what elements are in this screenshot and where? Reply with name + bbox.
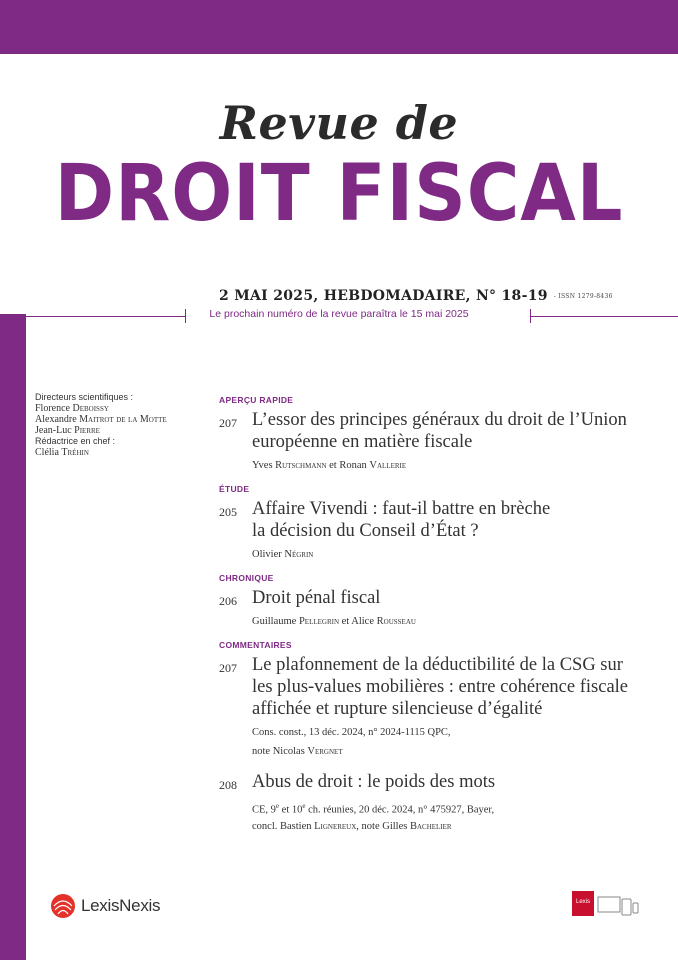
page-number: 208 [219, 778, 237, 792]
publisher-name: LexisNexis [81, 896, 161, 915]
toc-entry[interactable] [219, 771, 659, 835]
director-name: Alexandre Maitrot de la Motte [35, 414, 167, 425]
publisher-logo [50, 893, 160, 919]
lexis-badge: Lexis [572, 891, 594, 916]
table-of-contents [219, 395, 659, 835]
next-issue-notice: Le prochain numéro de la revue paraîtra le 15 mai 2025 [209, 308, 469, 320]
director-name: Florence Deboissy [35, 403, 109, 414]
toc-entry[interactable] [219, 498, 659, 563]
masthead-title: DROIT FISCAL [54, 149, 624, 239]
director-name: Jean-Luc Pierre [35, 425, 100, 436]
issue-date: 2 MAI 2025, HEBDOMADAIRE, N° 18-19 [219, 288, 548, 304]
article-title: Le plafonnement de la déductibilité de la CSG sur les plus-values mobilières : entre cohérence fiscale affichée et rupture silencieuse d’égalité [252, 655, 629, 719]
chief-editor-name: Clélia Tréhin [35, 447, 89, 458]
page-number: 207 [219, 661, 237, 675]
section-heading-etude: ÉTUDE [219, 484, 250, 494]
article-authors: Guillaume Pellegrin et Alice Rousseau [252, 616, 416, 627]
toc-entry[interactable] [219, 587, 659, 630]
toc-entry[interactable] [219, 409, 659, 474]
article-title: Abus de droit : le poids des mots [252, 772, 496, 792]
editorial-board [35, 392, 167, 458]
article-reference: CE, 9e et 10e ch. réunies, 20 déc. 2024, n° 475927, Bayer, concl. Bastien Lignereux, note Gilles Bachelier [252, 802, 495, 832]
page-number: 207 [219, 416, 237, 430]
page-number: 205 [219, 505, 237, 519]
article-title: L’essor des principes généraux du droit de l’Union européenne en matière fiscale [252, 410, 627, 452]
top-color-band [0, 0, 678, 54]
chief-editor-label: Rédactrice en chef : [35, 436, 116, 446]
issue-info [219, 288, 613, 304]
article-title: Droit pénal fiscal [252, 588, 381, 608]
lexisnexis-logo-icon [50, 893, 76, 919]
article-reference: Cons. const., 13 déc. 2024, n° 2024-1115 QPC, note Nicolas Vergnet [252, 727, 451, 757]
masthead-subtitle: Revue de [219, 96, 459, 150]
toc-entry[interactable] [219, 654, 659, 763]
page-number: 206 [219, 594, 237, 608]
issn: - ISSN 1279-8436 [553, 292, 613, 300]
section-heading-apercu: APERÇU RAPIDE [219, 395, 294, 405]
directors-label: Directeurs scientifiques : [35, 392, 134, 402]
section-heading-commentaires: COMMENTAIRES [219, 640, 292, 650]
devices-icon [597, 896, 639, 918]
article-authors: Yves Rutschmann et Ronan Vallerie [252, 460, 407, 471]
article-title: Affaire Vivendi : faut-il battre en brèche la décision du Conseil d’État ? [252, 499, 551, 541]
article-authors: Olivier Négrin [252, 549, 314, 560]
section-heading-chronique: CHRONIQUE [219, 573, 274, 583]
left-color-band [0, 314, 26, 960]
